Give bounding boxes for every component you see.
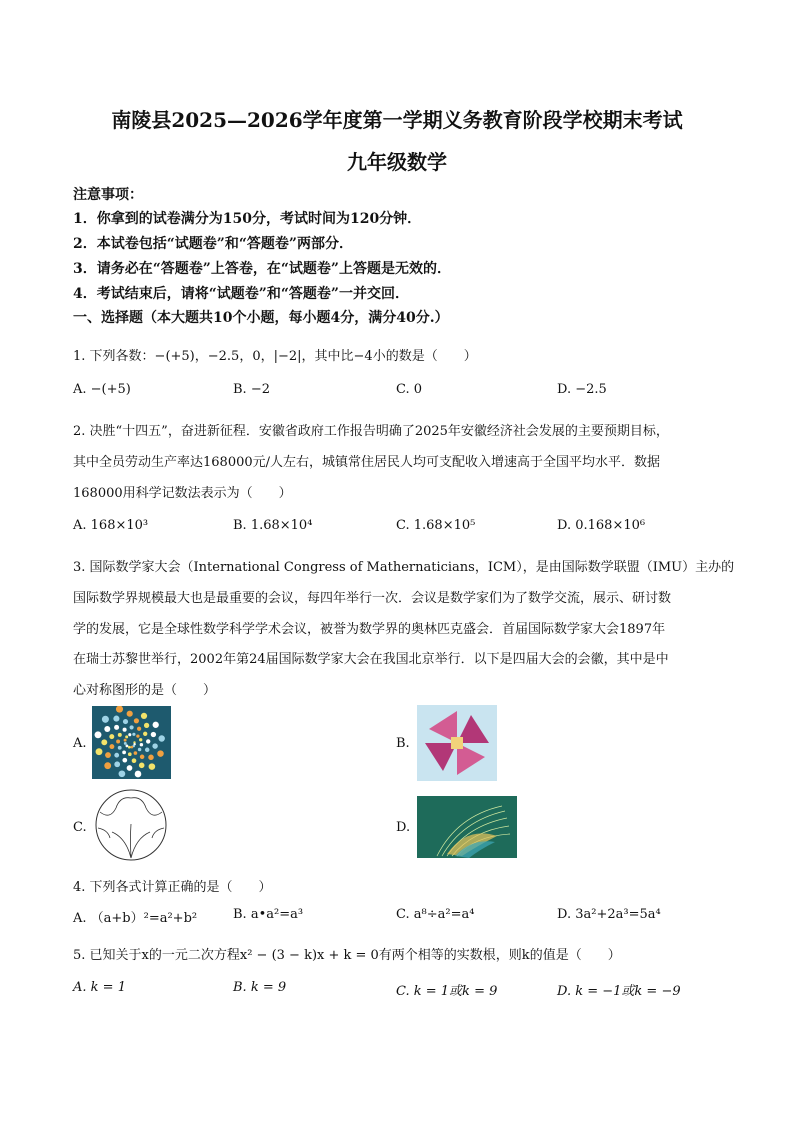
logo-a-dot [122, 758, 127, 763]
logo-a-dot [141, 713, 147, 719]
note-1: 1．你拿到的试卷满分为150分，考试时间为120分钟． [73, 211, 422, 227]
logo-a-dot [128, 733, 131, 736]
note-4: 4．考试结束后，请将“试题卷”和“答题卷”一并交回． [73, 286, 409, 302]
logo-a-dot [137, 727, 141, 731]
q3-line-2: 国际数学界规模最大也是最重要的会议，每四年举行一次．会议是数学家们为了数学交流，展示、研讨数 [73, 591, 672, 606]
logo-a-dot [132, 758, 137, 763]
q1-option-a: A. −(+5) [73, 382, 131, 397]
q3-line-5: 心对称图形的是（ ） [73, 683, 217, 698]
q5-option-a: A. k = 1 [73, 980, 126, 995]
q5-option-c: C. k = 1或k = 9 [396, 984, 498, 999]
logo-a-dot [136, 734, 139, 737]
logo-a-dot [114, 761, 120, 767]
logo-a-dot [126, 745, 129, 748]
logo-a-dot [118, 746, 122, 750]
logo-c-image [90, 788, 172, 863]
logo-a-dot [104, 726, 110, 732]
q5-stem: 5. 已知关于x的一元二次方程x² − (3 − k)x + k = 0有两个相等的实数根，则k的值是（ ） [73, 948, 621, 963]
logo-a-dot [114, 753, 119, 758]
q3-label-d: D. [396, 820, 411, 835]
q5-option-d: D. k = −1或k = −9 [557, 984, 681, 999]
logo-a-dot [140, 755, 145, 760]
logo-a-dot [119, 770, 126, 777]
note-2: 2．本试卷包括“试题卷”和“答题卷”两部分． [73, 236, 353, 252]
logo-a-dot [125, 735, 128, 738]
q4-option-a: A. （a+b）²=a²+b² [73, 911, 198, 926]
q2-line-2: 其中全员劳动生产率达168000元/人左右，城镇常住居民人均可支配收入增速高于全国平均水平．数据 [73, 455, 661, 470]
q4-option-c: C. a⁸÷a²=a⁴ [396, 907, 475, 922]
logo-a-dot [143, 732, 147, 736]
logo-a-dot [132, 733, 135, 736]
q3-line-4: 在瑞士苏黎世举行，2002年第24届国际数学家大会在我国北京举行．以下是四届大会的会徽，其中是中 [73, 652, 669, 667]
logo-a-dot [157, 750, 163, 756]
logo-a-dot [128, 752, 132, 756]
logo-a-dot [127, 765, 133, 771]
q3-label-b: B. [396, 736, 410, 751]
logo-a-dot [127, 711, 133, 717]
logo-a-dot [149, 763, 156, 770]
section-heading: 一、选择题（本大题共10个小题，每小题4分，满分40分.） [73, 310, 449, 326]
logo-a-dot [138, 748, 142, 752]
q1-n2: ，−2.5，0， [194, 349, 274, 364]
logo-a-dot [134, 718, 139, 723]
logo-a-dot [104, 762, 111, 769]
logo-a-image [92, 706, 171, 779]
q3-label-a: A. [73, 736, 87, 751]
q2-line-1: 2. 决胜“十四五”，奋进新征程．安徽省政府工作报告明确了2025年安徽经济社会发展的主要预期目标， [73, 424, 669, 439]
logo-a-dot [140, 743, 143, 746]
logo-a-dot [105, 752, 111, 758]
q2-line-3: 168000用科学记数法表示为（ ） [73, 486, 292, 501]
logo-a-dot [118, 733, 122, 737]
logo-a-dot [148, 755, 154, 761]
logo-a-dot [101, 739, 107, 745]
q1-n1: −(+5) [154, 349, 195, 364]
q2-option-a: A. 168×10³ [73, 518, 149, 533]
logo-a-dot [153, 722, 159, 728]
logo-a-dot [113, 716, 119, 722]
logo-a-dot [130, 725, 134, 729]
logo-b-image [417, 705, 497, 781]
q2-option-b: B. 1.68×10⁴ [233, 518, 313, 533]
logo-a-dot [123, 728, 127, 732]
q1-stem-start: 1. 下列各数： [73, 349, 155, 364]
logo-a-dot [159, 735, 165, 741]
q2-option-d: D. 0.168×10⁶ [557, 518, 646, 533]
logo-a-dot [96, 748, 103, 755]
logo-a-dot [151, 732, 156, 737]
logo-d-image [417, 796, 517, 858]
q4-option-b: B. a•a²=a³ [233, 907, 304, 922]
q1-stem-end: ，其中比−4小的数是（ ） [301, 349, 477, 364]
q4-option-d: D. 3a²+2a³=5a⁴ [557, 907, 661, 922]
logo-a-dot [102, 716, 109, 723]
logo-a-dot [116, 740, 120, 744]
logo-a-dot [152, 743, 157, 748]
q5-option-b: B. k = 9 [233, 980, 287, 995]
q1-option-b: B. −2 [233, 382, 270, 397]
notes-heading: 注意事项： [73, 187, 143, 203]
logo-a-dot [109, 734, 114, 739]
q1-option-d: D. −2.5 [557, 382, 607, 397]
logo-a-dot [139, 763, 145, 769]
q2-option-c: C. 1.68×10⁵ [396, 518, 476, 533]
q1-option-c: C. 0 [396, 382, 423, 397]
q3-line-1: 3. 国际数学家大会（International Congress of Mathernaticians，ICM），是由国际数学联盟（IMU）主办的 [73, 560, 735, 575]
logo-a-dot [123, 719, 128, 724]
q4-stem: 4. 下列各式计算正确的是（ ） [73, 880, 272, 895]
logo-a-dot [128, 746, 131, 749]
logo-a-dot [114, 725, 119, 730]
page-subtitle: 九年级数学 [347, 150, 447, 174]
logo-a-dot [124, 739, 127, 742]
q1-stem [73, 345, 477, 364]
logo-a-dot [135, 771, 142, 778]
logo-a-dot [95, 731, 102, 738]
q3-line-3: 学的发展，它是全球性数学科学学术会议，被誉为数学界的奥林匹克盛会．首届国际数学家大会1897年 [73, 622, 666, 637]
logo-a-dot [109, 744, 114, 749]
logo-a-dot [139, 738, 142, 741]
logo-a-dot [144, 723, 149, 728]
logo-a-dot [146, 739, 150, 743]
logo-a-dot [130, 746, 133, 749]
logo-a-dot [122, 751, 126, 755]
q1-n3: |−2| [273, 349, 302, 364]
page-title: 南陵县2025—2026学年度第一学期义务教育阶段学校期末考试 [111, 108, 683, 132]
logo-a-dot [124, 742, 127, 745]
logo-a-dot [145, 748, 149, 752]
q3-label-c: C. [73, 820, 87, 835]
note-3: 3．请务必在“答题卷”上答卷，在“试题卷”上答题是无效的． [73, 261, 451, 277]
logo-a-dot [134, 751, 138, 755]
